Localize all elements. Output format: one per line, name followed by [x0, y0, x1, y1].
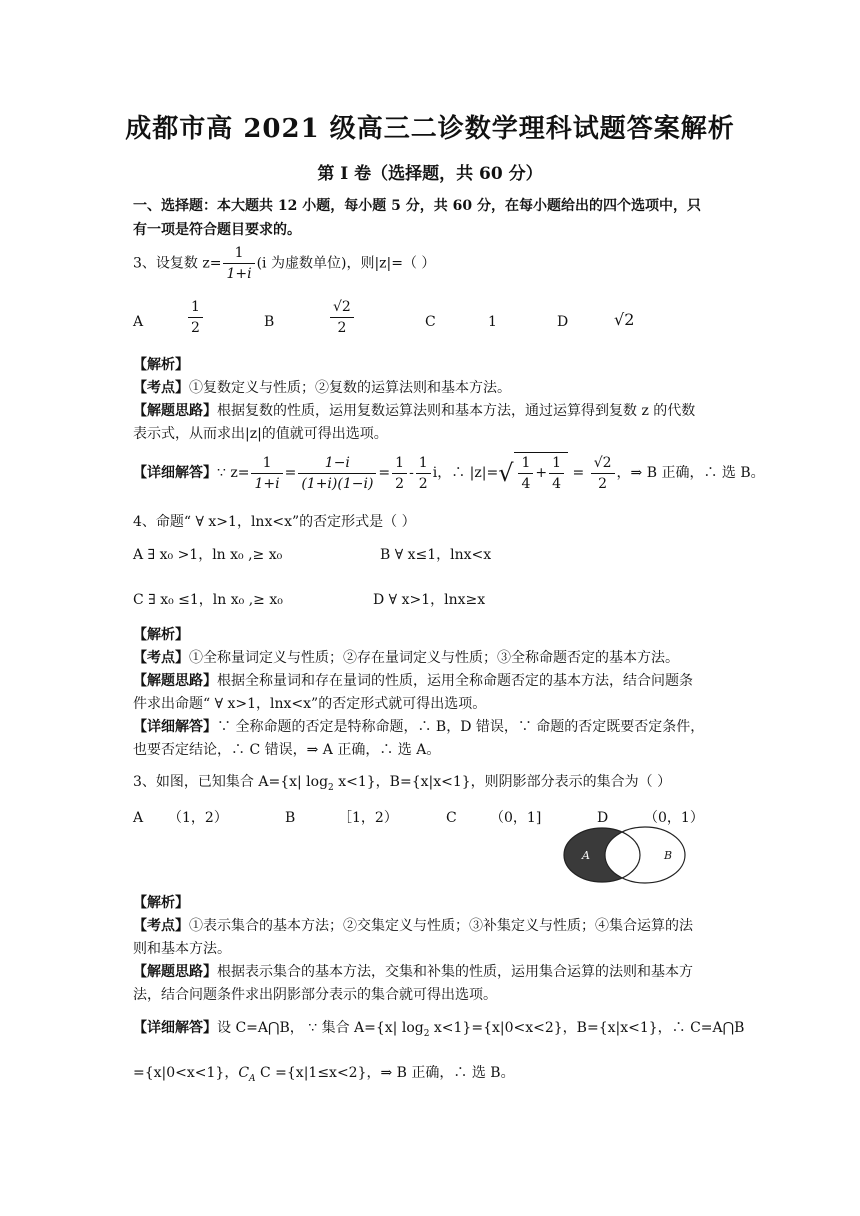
q3-detail-line2-sub: A [249, 1073, 256, 1084]
q1-silu-label: 【解题思路】 [133, 403, 217, 419]
q3-stem [133, 772, 671, 798]
q1-detail-label: 【详细解答】 [133, 465, 217, 481]
q1-detail-f3-den: 2 [395, 475, 405, 492]
q1-option-a-value [186, 298, 205, 337]
q1-detail-f5-den: 4 [521, 475, 531, 492]
q3-detail-line1-b: x<1}={x|0<x<2}，B={x|x<1}，∴ C=A⋂B [429, 1020, 745, 1036]
q1-detail: 【详细解答】∵ z= $\frac{1}{1+i}$ = $\frac{1-i}{(1+i)(1-i)}$ = $\frac{1}{2}$ - $\frac{1}{2}$ i，∴ |z|=√ $\frac{1}{4}$ + $\frac{1}{4}$ = $\frac{√2}{2}$ ，⇒ B 正确，∴ 选 B。 [133, 452, 765, 493]
q3-detail-line2-b: C ={x|1≤x<2}，⇒ B 正确，∴ 选 B。 [255, 1065, 515, 1081]
q2-option-d: D ∀ x>1，lnx≥x [373, 592, 486, 608]
q2-option-c: C ∃ x₀ ≤1，ln x₀ ,≥ x₀ [133, 592, 283, 608]
q3-detail-line1-a: 设 C=A⋂B， ∵ 集合 A={x| log [217, 1020, 424, 1036]
q1-detail-f3-num: 1 [392, 454, 407, 474]
q1-detail-eq: = [572, 465, 585, 481]
q1-option-c-label: C [425, 314, 436, 330]
q1-detail-f6-den: 4 [552, 475, 562, 492]
q2-silu-line1: 根据全称量词和存在量词的性质，运用全称命题否定的基本方法，结合问题条 [217, 673, 693, 689]
q2-silu [133, 671, 693, 691]
q1-option-a-den: 2 [191, 320, 200, 336]
venn-label-a: A [582, 849, 590, 862]
q3-option-b-value: ［1，2） [338, 810, 398, 826]
q1-detail-f6-num: 1 [549, 454, 564, 474]
q3-silu-label: 【解题思路】 [133, 964, 217, 980]
page-subtitle: 第 I 卷（选择题，共 60 分） [317, 164, 543, 184]
q3-silu [133, 962, 693, 982]
q3-silu-line2: 法，结合问题条件求出阴影部分表示的集合就可得出选项。 [133, 987, 497, 1003]
q1-option-b-label: B [264, 314, 275, 330]
q1-stem-prefix: 3、设复数 z= [133, 255, 222, 272]
q3-stem-prefix: 3、如图，已知集合 A={x| log [133, 774, 329, 790]
q1-detail-plus: + [535, 465, 548, 481]
q1-stem [133, 244, 435, 283]
q1-kaodian-label: 【考点】 [133, 380, 189, 396]
q3-analysis-heading: 【解析】 [133, 895, 189, 911]
q3-option-c-value: （0，1] [490, 810, 542, 826]
q2-detail-line1: ∵ 全称命题的否定是特称命题，∴ B，D 错误，∵ 命题的否定既要否定条件， [217, 719, 705, 735]
q1-detail-f7-num: √2 [591, 454, 615, 474]
q3-option-c-label: C [446, 810, 457, 826]
q3-detail [133, 1018, 744, 1044]
q3-stem-sub: 2 [328, 782, 334, 793]
q1-detail-minus: - [409, 465, 414, 481]
q1-detail-prefix: ∵ z= [217, 465, 250, 481]
q1-stem-suffix: (i 为虚数单位)，则|z|=（ ） [256, 255, 436, 272]
q1-kaodian-text: ①复数定义与性质；②复数的运算法则和基本方法。 [189, 380, 511, 396]
q1-detail-f2-den: (1+i)(1−i) [301, 475, 374, 492]
q2-kaodian-text: ①全称量词定义与性质；②存在量词定义与性质；③全称命题否定的基本方法。 [189, 650, 679, 666]
q1-option-b-den: 2 [337, 320, 347, 336]
q2-detail-label: 【详细解答】 [133, 719, 217, 735]
q2-silu-line2: 件求出命题“ ∀ x>1，lnx<x”的否定形式就可得出选项。 [133, 696, 487, 712]
q2-detail-line2: 也要否定结论，∴ C 错误，⇒ A 正确，∴ 选 A。 [133, 742, 441, 758]
q1-silu-line1: 根据复数的性质，运用复数运算法则和基本方法，通过运算得到复数 z 的代数 [217, 403, 696, 419]
q1-stem-frac-num: 1 [223, 244, 254, 264]
q3-detail-label: 【详细解答】 [133, 1020, 217, 1036]
q1-detail-f1-num: 1 [251, 454, 282, 474]
q2-stem: 4、命题“ ∀ x>1，lnx<x”的否定形式是（ ） [133, 514, 416, 530]
q2-analysis-heading: 【解析】 [133, 627, 189, 643]
q1-detail-f1-den: 1+i [254, 475, 280, 492]
q1-stem-fraction [223, 244, 254, 283]
q3-detail-line2-a: ={x|0<x<1}， [133, 1065, 239, 1081]
q2-detail [133, 717, 704, 737]
q1-option-d-label: D [557, 314, 569, 330]
q1-option-d-value: √2 [614, 310, 635, 329]
q3-kaodian-line2: 则和基本方法。 [133, 941, 231, 957]
q1-detail-suffix: ，⇒ B 正确，∴ 选 B。 [616, 465, 765, 481]
q1-detail-f4-num: 1 [416, 454, 431, 474]
q2-option-a: A ∃ x₀ >1，ln x₀ ,≥ x₀ [133, 547, 283, 563]
q1-option-a-num: 1 [188, 298, 203, 318]
venn-label-b: B [664, 849, 673, 862]
q1-kaodian [133, 378, 511, 398]
q2-kaodian-label: 【考点】 [133, 650, 189, 666]
q2-kaodian [133, 648, 679, 668]
q1-option-b-value [328, 298, 356, 337]
q1-detail-f5-num: 1 [518, 454, 533, 474]
q1-detail-sqrt-body [514, 452, 568, 493]
q3-option-a-value: （1，2） [168, 810, 228, 826]
q3-detail-line2 [133, 1063, 515, 1089]
q2-silu-label: 【解题思路】 [133, 673, 217, 689]
q3-kaodian [133, 916, 693, 936]
q1-stem-frac-den: 1+i [226, 266, 252, 282]
q1-detail-f7-den: 2 [598, 475, 608, 492]
section-instructions-line2: 有一项是符合题目要求的。 [133, 222, 301, 238]
q1-option-a-label: A [133, 314, 144, 330]
q1-analysis-heading: 【解析】 [133, 357, 189, 373]
q1-detail-i: i，∴ |z|= [432, 465, 499, 481]
q3-detail-line1-sub: 2 [423, 1028, 430, 1039]
q2-option-b: B ∀ x≤1，lnx<x [380, 547, 492, 563]
q1-silu [133, 401, 695, 421]
page-title: 成都市高 2021 级高三二诊数学理科试题答案解析 [125, 114, 735, 144]
q3-option-b-label: B [285, 810, 296, 826]
q3-silu-line1: 根据表示集合的基本方法，交集和补集的性质，运用集合运算的法则和基本方 [217, 964, 693, 980]
q1-detail-f4-den: 2 [418, 475, 428, 492]
section-instructions-line1: 一、选择题：本大题共 12 小题，每小题 5 分，共 60 分，在每小题给出的四个选项中，只 [133, 198, 701, 214]
q3-option-d-label: D [597, 810, 609, 826]
q3-detail-line2-c: C [238, 1065, 250, 1081]
venn-diagram [560, 825, 690, 885]
q1-silu-line2: 表示式，从而求出|z|的值就可得出选项。 [133, 426, 388, 442]
q3-option-d-value: （0，1） [644, 810, 704, 826]
q1-option-c-value: 1 [488, 314, 497, 330]
q1-option-b-num: √2 [330, 298, 354, 318]
q3-kaodian-line1: ①表示集合的基本方法；②交集定义与性质；③补集定义与性质；④集合运算的法 [189, 918, 693, 934]
q1-detail-radical: √ [498, 459, 514, 487]
q3-kaodian-label: 【考点】 [133, 918, 189, 934]
q3-option-a-label: A [133, 810, 144, 826]
q3-stem-suffix: x<1}，B={x|x<1}，则阴影部分表示的集合为（ ） [333, 774, 672, 790]
q1-detail-f2-num: 1−i [298, 454, 376, 474]
